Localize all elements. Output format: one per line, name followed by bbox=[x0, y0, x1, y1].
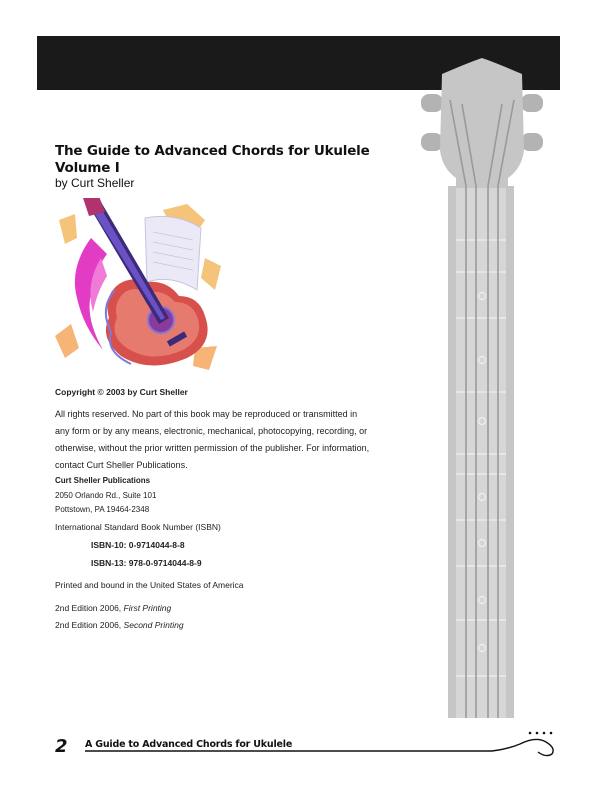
publisher-name: Curt Sheller Publications bbox=[55, 476, 151, 485]
printing-label: First Printing bbox=[123, 603, 172, 613]
author-byline: by Curt Sheller bbox=[55, 176, 135, 190]
printing-label: Second Printing bbox=[123, 620, 184, 630]
edition-label: 2nd Edition 2006, bbox=[55, 620, 122, 630]
rights-line: All rights reserved. No part of this book may be reproduced or transmitted in bbox=[55, 409, 358, 419]
rights-line: otherwise, without the prior written permission of the publisher. For information, bbox=[55, 443, 370, 453]
book-title: The Guide to Advanced Chords for Ukulele bbox=[55, 143, 370, 159]
publisher-address-line2: Pottstown, PA 19464-2348 bbox=[55, 505, 150, 514]
printed-notice: Printed and bound in the United States of America bbox=[55, 580, 244, 590]
rights-line: contact Curt Sheller Publications. bbox=[55, 460, 188, 470]
isbn-heading: International Standard Book Number (ISBN) bbox=[55, 522, 221, 532]
edition-label: 2nd Edition 2006, bbox=[55, 603, 122, 613]
copyright-notice: Copyright © 2003 by Curt Sheller bbox=[55, 387, 188, 397]
rights-line: any form or by any means, electronic, mechanical, photocopying, recording, or bbox=[55, 426, 368, 436]
page-number: 2 bbox=[55, 736, 68, 757]
volume-title: Volume I bbox=[55, 160, 120, 176]
footer-title: A Guide to Advanced Chords for Ukulele bbox=[85, 739, 293, 750]
isbn-10: ISBN-10: 0-9714044-8-8 bbox=[91, 540, 185, 550]
publisher-address-line1: 2050 Orlando Rd., Suite 101 bbox=[55, 491, 157, 500]
isbn-13: ISBN-13: 978-0-9714044-8-9 bbox=[91, 558, 202, 568]
